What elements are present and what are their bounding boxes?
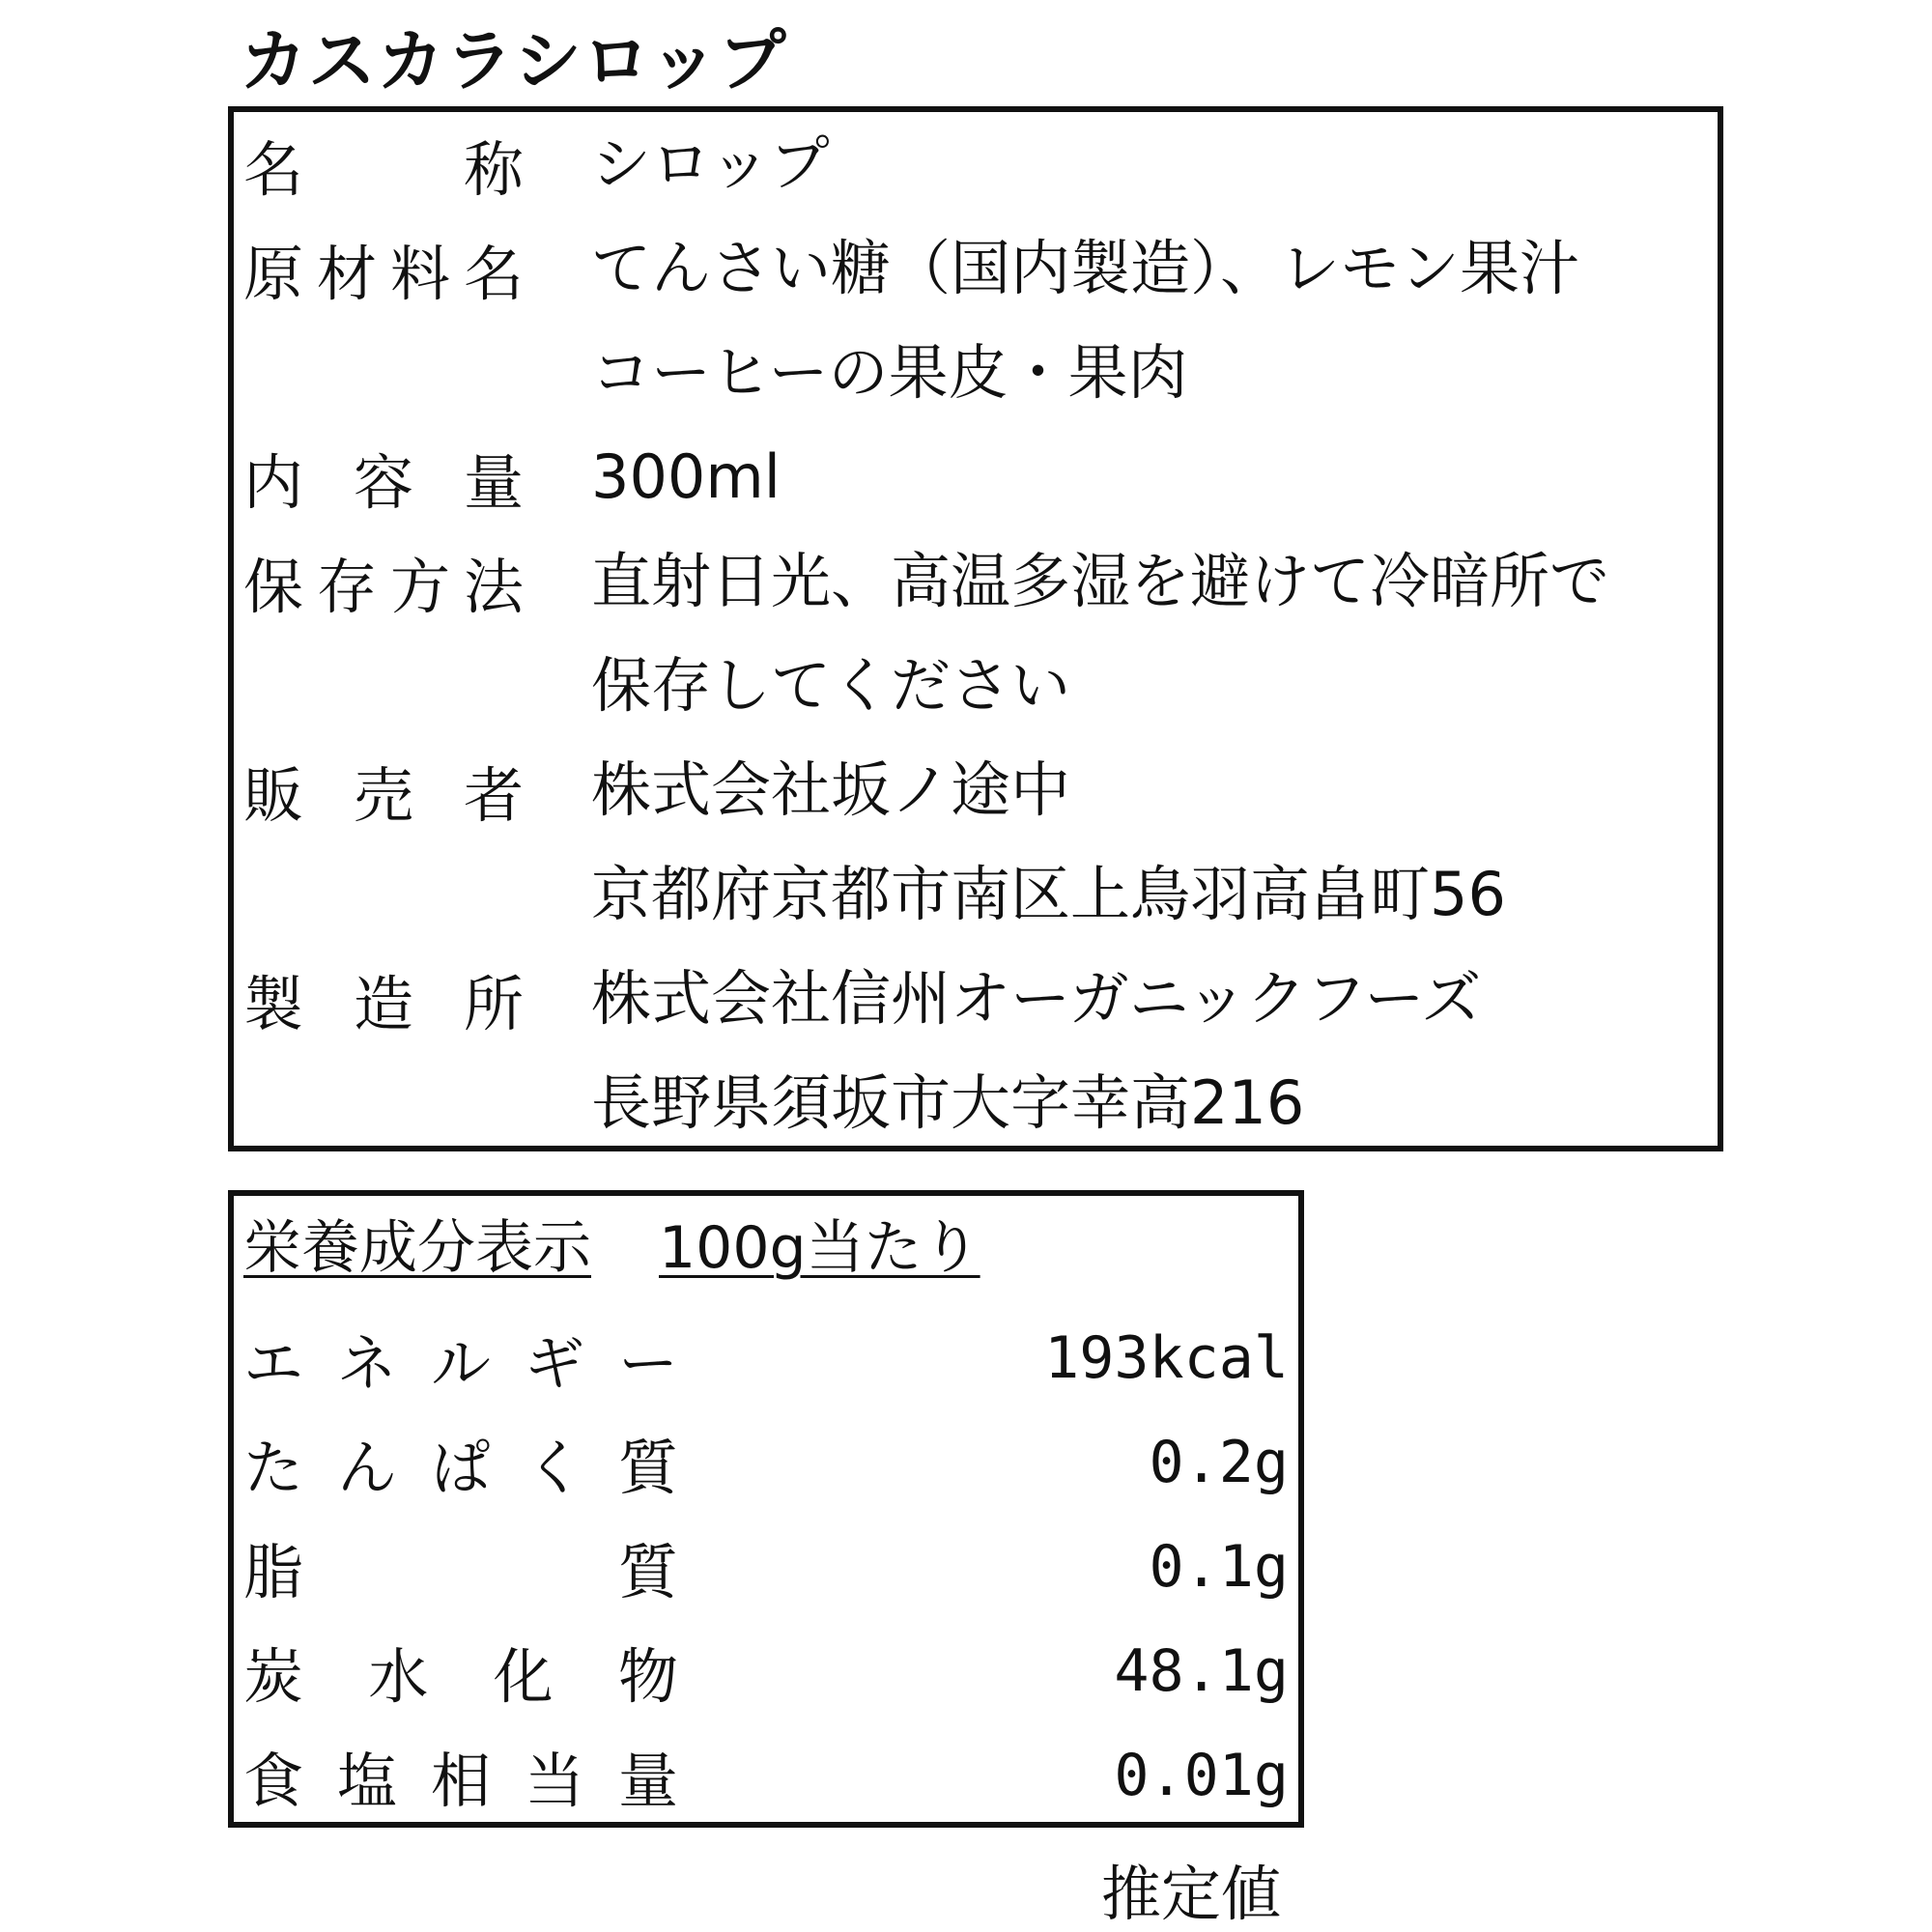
nutrition-heading-per: 100g当たり xyxy=(659,1214,980,1282)
nutrition-row-energy xyxy=(234,1306,1298,1410)
label-value-manufacturer-name: 株式会社信州オーガニックフーズ xyxy=(591,963,1482,1034)
label-row-storage xyxy=(234,529,1718,634)
nutrition-value-carbohydrate: 48.1g xyxy=(1114,1637,1289,1705)
label-row-name xyxy=(234,112,1718,216)
label-key-name: 名 称 xyxy=(243,133,524,205)
label-row-volume xyxy=(234,425,1718,529)
label-row-seller xyxy=(234,738,1718,842)
label-key-storage: 保 存 方 法 xyxy=(243,551,524,622)
nutrition-key-fat: 脂 質 xyxy=(243,1536,678,1607)
label-value-storage-line-1: 直射日光、高温多湿を避けて冷暗所で xyxy=(591,546,1610,616)
label-value-ingredients-line-2: コーヒーの果皮・果肉 xyxy=(591,337,1188,408)
nutrition-value-fat: 0.1g xyxy=(1149,1533,1289,1601)
nutrition-row-fat xyxy=(234,1515,1298,1619)
label-value-seller-address: 京都府京都市南区上鳥羽高畠町56 xyxy=(591,859,1506,929)
nutrition-key-energy: エ ネ ル ギ ー xyxy=(243,1327,678,1399)
nutrition-heading-title: 栄養成分表示 xyxy=(243,1214,591,1282)
nutrition-key-salt: 食 塩 相 当 量 xyxy=(243,1745,678,1816)
nutrition-row-carbohydrate xyxy=(234,1619,1298,1723)
label-key-volume: 内 容 量 xyxy=(243,446,524,518)
label-row-ingredients xyxy=(234,216,1718,321)
label-value-ingredients-line-1: てんさい糖（国内製造）、レモン果汁 xyxy=(591,233,1580,303)
product-title: カスカラシロップ xyxy=(240,21,787,100)
nutrition-value-protein: 0.2g xyxy=(1149,1429,1289,1496)
label-value-name: シロップ xyxy=(591,128,830,199)
label-row-storage-cont xyxy=(234,634,1718,738)
nutrition-value-energy: 193kcal xyxy=(1044,1324,1289,1392)
nutrition-row-protein xyxy=(234,1410,1298,1515)
label-key-seller: 販 売 者 xyxy=(243,759,524,831)
nutrition-key-carbohydrate: 炭 水 化 物 xyxy=(243,1640,678,1712)
label-row-manufacturer-cont xyxy=(234,1051,1718,1155)
label-row-ingredients-cont xyxy=(234,321,1718,425)
label-key-manufacturer: 製 造 所 xyxy=(243,968,524,1039)
nutrition-row-salt xyxy=(234,1723,1298,1828)
label-key-ingredients: 原 材 料 名 xyxy=(243,238,524,309)
label-value-manufacturer-address: 長野県須坂市大字幸高216 xyxy=(591,1067,1305,1138)
label-value-volume: 300ml xyxy=(591,441,781,512)
label-value-storage-line-2: 保存してください xyxy=(591,650,1071,721)
label-value-seller-name: 株式会社坂ノ途中 xyxy=(591,754,1071,825)
product-label-table xyxy=(228,106,1723,1151)
nutrition-heading xyxy=(243,1208,980,1289)
estimate-footnote: 推定値 xyxy=(1101,1859,1282,1929)
nutrition-facts-table xyxy=(228,1190,1304,1828)
nutrition-key-protein: た ん ぱ く 質 xyxy=(243,1432,678,1503)
label-row-manufacturer xyxy=(234,947,1718,1051)
label-row-seller-cont xyxy=(234,842,1718,947)
nutrition-value-salt: 0.01g xyxy=(1114,1742,1289,1809)
